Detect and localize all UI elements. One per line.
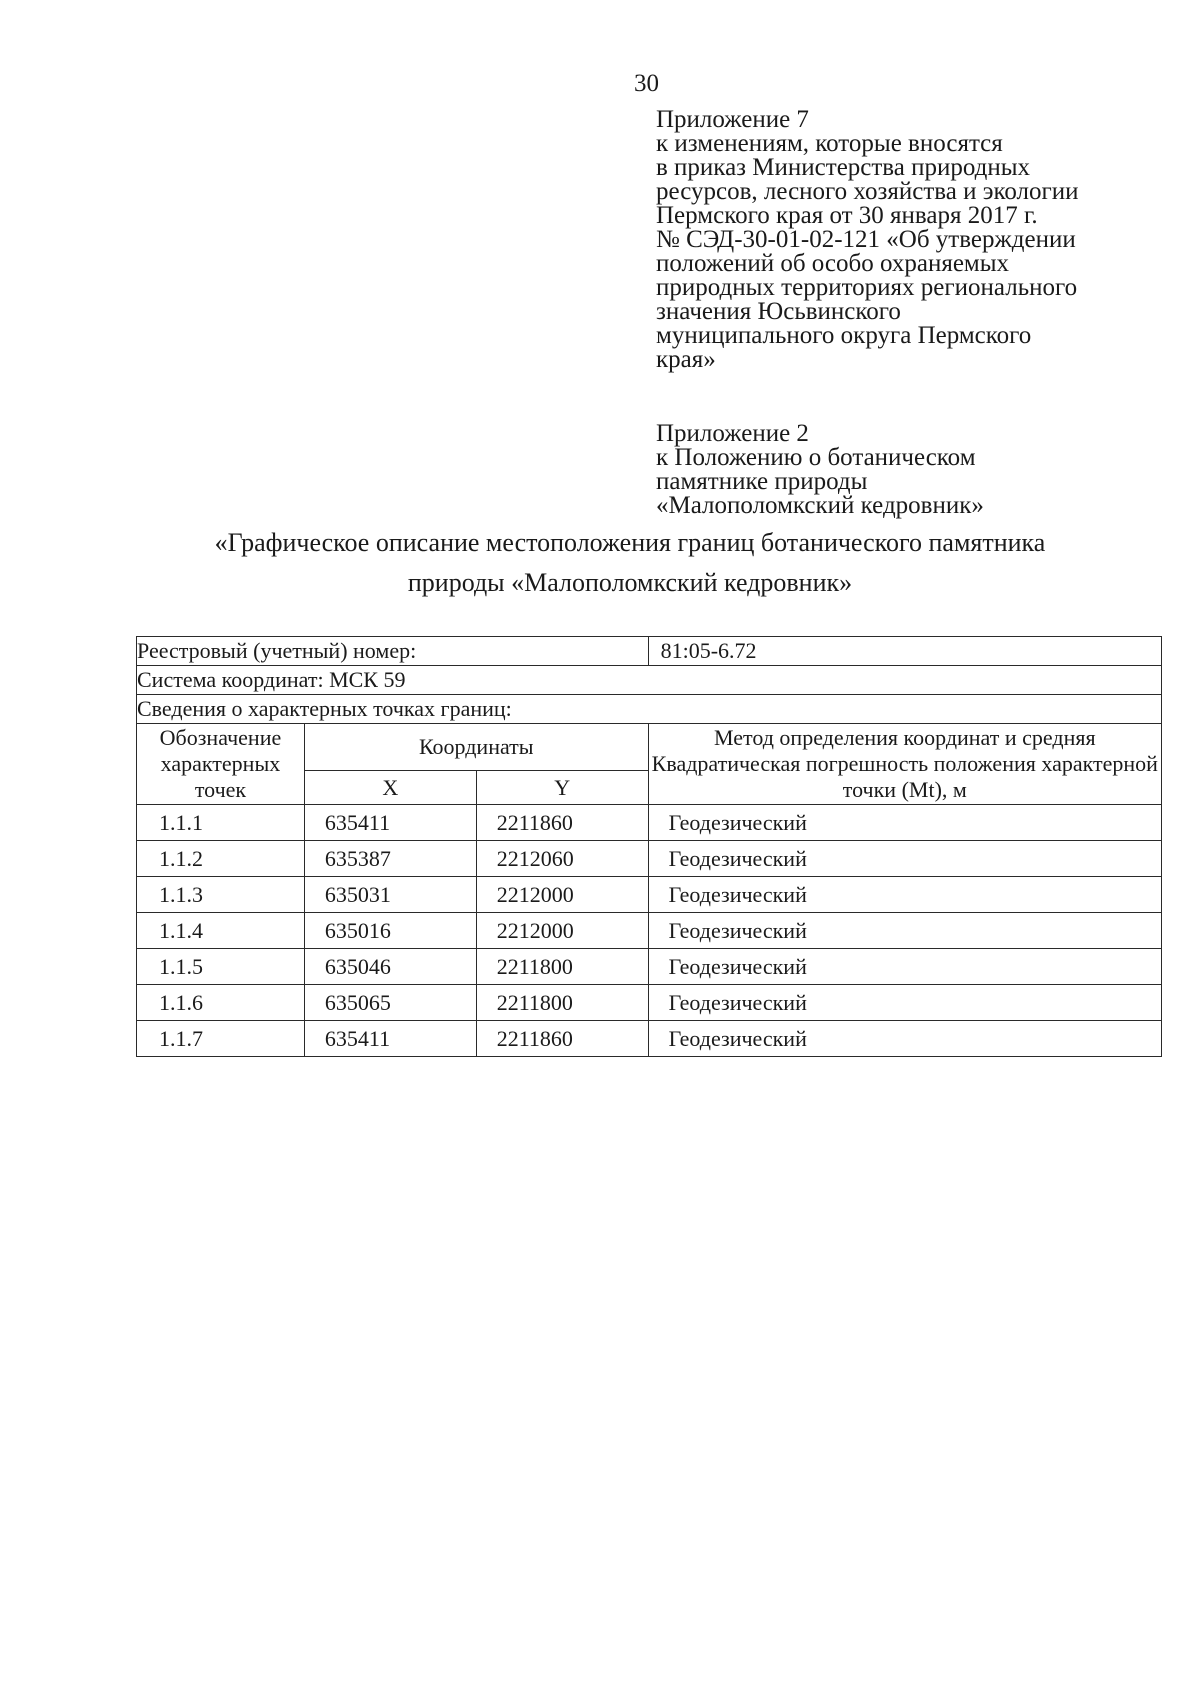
appendix-7-header — [656, 108, 1078, 372]
coord-x: 635046 — [304, 949, 476, 985]
coord-y: 2212000 — [476, 877, 648, 913]
appendix-7-line: значения Юсьвинского — [656, 298, 901, 325]
point-id: 1.1.6 — [137, 985, 305, 1021]
table-row — [137, 805, 1162, 841]
appendix-2-line: «Малополомкский кедровник» — [656, 492, 984, 519]
registry-row — [137, 637, 1162, 666]
appendix-2-line: Приложение 2 — [656, 420, 809, 447]
appendix-7-line: положений об особо охраняемых — [656, 250, 1010, 277]
appendix-7-line: Приложение 7 — [656, 106, 809, 133]
point-id: 1.1.4 — [137, 913, 305, 949]
document-title — [120, 523, 1140, 603]
coord-y: 2211860 — [476, 1021, 648, 1057]
appendix-7-line: № СЭД-30-01-02-121 «Об утверждении — [656, 226, 1076, 253]
point-id: 1.1.1 — [137, 805, 305, 841]
coord-system-row — [137, 666, 1162, 695]
appendix-7-line: природных территориях регионального — [656, 274, 1078, 301]
appendix-2-line: к Положению о ботаническом — [656, 444, 976, 471]
registry-label: Реестровый (учетный) номер: — [137, 637, 649, 666]
coord-system: Система координат: МСК 59 — [137, 666, 1162, 695]
appendix-7-line: края» — [656, 346, 716, 373]
coord-x: 635411 — [304, 805, 476, 841]
point-id: 1.1.5 — [137, 949, 305, 985]
points-info-row — [137, 695, 1162, 724]
page-number: 30 — [634, 70, 659, 97]
document-title-line-2: природы «Малополомкский кедровник» — [407, 568, 853, 597]
appendix-7-line: Пермского края от 30 января 2017 г. — [656, 202, 1038, 229]
coord-y: 2211800 — [476, 949, 648, 985]
method: Геодезический — [648, 841, 1161, 877]
appendix-2-line: памятнике природы — [656, 468, 868, 495]
header-method: Метод определения координат и средняя Квадратическая погрешность положения характерной точки (Mt), м — [648, 724, 1161, 805]
coord-x: 635016 — [304, 913, 476, 949]
point-id: 1.1.2 — [137, 841, 305, 877]
table-header-row — [137, 724, 1162, 771]
registry-value: 81:05-6.72 — [648, 637, 1161, 666]
table-row — [137, 841, 1162, 877]
document-title-line-1: «Графическое описание местоположения границ ботанического памятника — [214, 528, 1046, 557]
coord-y: 2211800 — [476, 985, 648, 1021]
coord-x: 635387 — [304, 841, 476, 877]
appendix-7-line: в приказ Министерства природных — [656, 154, 1031, 181]
appendix-7-line: муниципального округа Пермского — [656, 322, 1032, 349]
header-y: Y — [476, 771, 648, 805]
point-id: 1.1.3 — [137, 877, 305, 913]
table-row — [137, 877, 1162, 913]
coord-x: 635411 — [304, 1021, 476, 1057]
method: Геодезический — [648, 949, 1161, 985]
method: Геодезический — [648, 805, 1161, 841]
coord-y: 2211860 — [476, 805, 648, 841]
method: Геодезический — [648, 1021, 1161, 1057]
appendix-7-line: ресурсов, лесного хозяйства и экологии — [656, 178, 1079, 205]
table-row — [137, 985, 1162, 1021]
coord-y: 2212000 — [476, 913, 648, 949]
table-row — [137, 949, 1162, 985]
points-info: Сведения о характерных точках границ: — [137, 695, 1162, 724]
coord-x: 635065 — [304, 985, 476, 1021]
method: Геодезический — [648, 985, 1161, 1021]
table-row — [137, 913, 1162, 949]
point-id: 1.1.7 — [137, 1021, 305, 1057]
header-coordinates: Координаты — [304, 724, 648, 771]
header-point-designation: Обозначение характерных точек — [137, 724, 305, 805]
coord-y: 2212060 — [476, 841, 648, 877]
header-x: X — [304, 771, 476, 805]
appendix-2-header — [656, 422, 984, 518]
method: Геодезический — [648, 913, 1161, 949]
table-row — [137, 1021, 1162, 1057]
method: Геодезический — [648, 877, 1161, 913]
boundary-points-table — [136, 636, 1162, 1057]
appendix-7-line: к изменениям, которые вносятся — [656, 130, 1003, 157]
coord-x: 635031 — [304, 877, 476, 913]
